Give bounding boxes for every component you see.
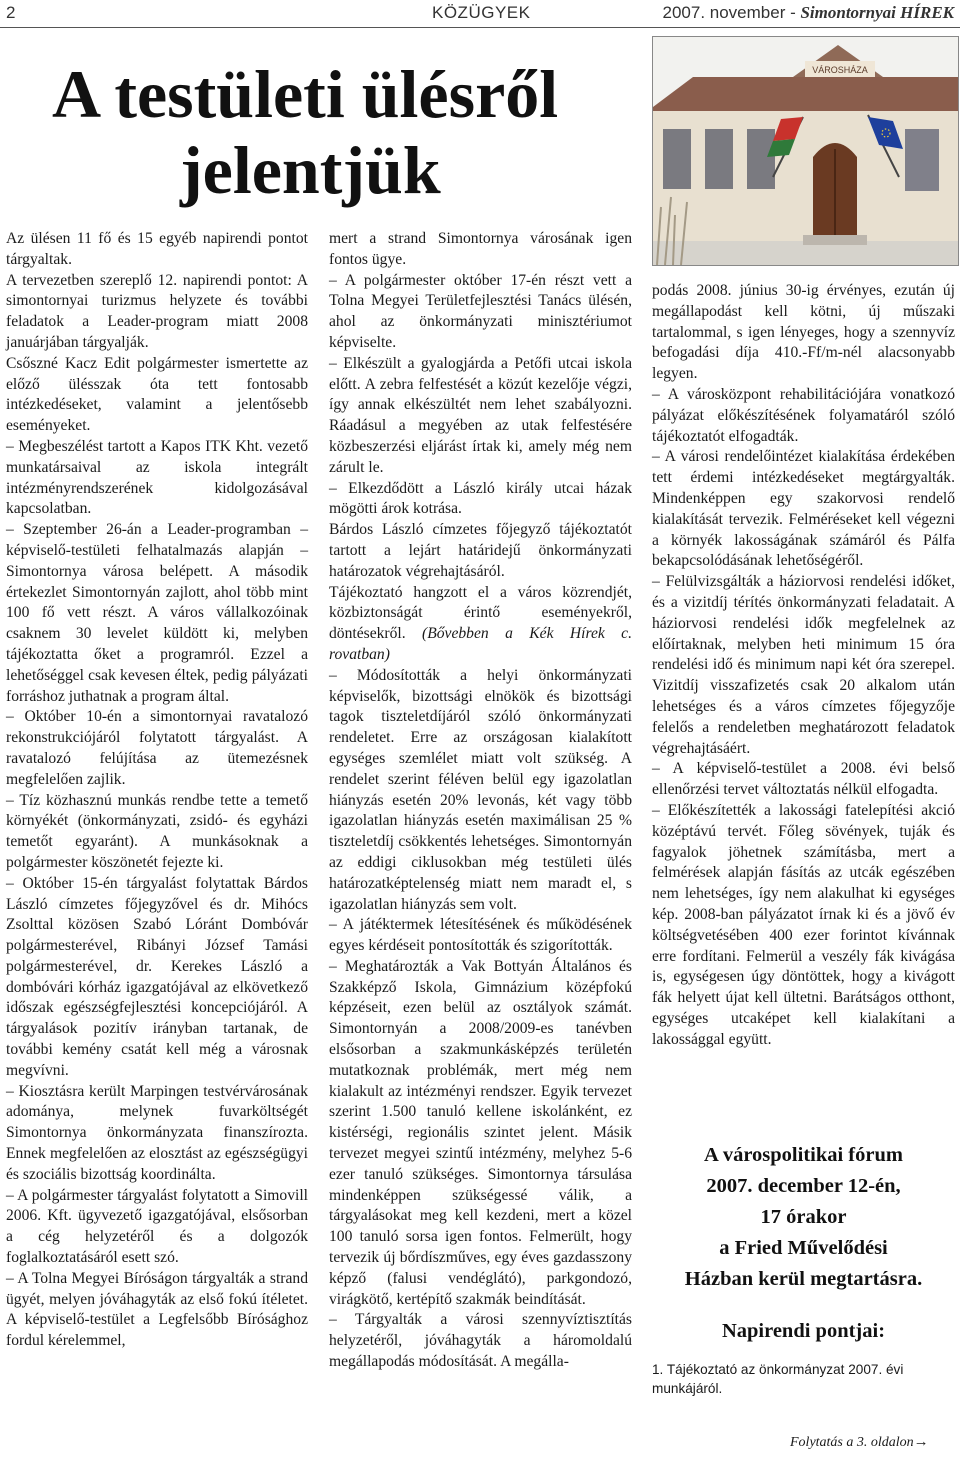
paragraph: – Elkezdődött a László király utcai házak mögötti árok kotrása. [329, 479, 632, 518]
masthead: Simontornyai HÍREK [800, 3, 954, 22]
forum-line: 17 órakor [760, 1206, 847, 1228]
paragraph: – Módosították a helyi önkormányzati képviselők, bizottsági elnökök és bizottsági tagok tiszteletdíjáról szóló önkormányzati rendeletet. Erre az országosan kialakított egységes szemlélet miatt volt szükség. A rendelet szerint féléven belül egy igazolatlan hiányzás esetén 20% levonás, két vagy több igazolatlan hiányzás esetén maximálisan 25 % tiszteletdíj csökkentés lehetséges. Simontornyán az eddigi ciklusokban még testületi ülés határozatképtelenség miatt nem maradt el, s igazolatlan hiányzás sem volt. [329, 666, 632, 913]
issue-date-text: 2007. november - [662, 3, 801, 22]
paragraph: – A képviselő-testület a 2008. évi belső ellenőrzési tervet változtatás nélkül elfogadta. [652, 760, 955, 799]
paragraph: – Előkészítették a lakossági fatelepítési akció középtávú tervét. Főleg sövények, tuják és fagyalok jöhetnek számításba, mert a felmérések alapján fásítás az utcák egészében nem lehetséges, így nem alakulhat ki egységes kép. 2008-ban pályázatot írnak ki és a jövő év költségvetésében 400 ezer forintot kívánnak erre fordítani. Felmerül a veszély fák kivágása is, egységesen úgy döntöttek, hogy a kivágott fák helyett újat kell ültetni. Barátságos otthont, egységes utcaképet kell kialakítani a lakossággal együtt. [652, 801, 955, 1048]
header-rule [0, 27, 960, 28]
continue-text: Folytatás a 3. oldalon [790, 1435, 914, 1450]
agenda-item: 1. Tájékoztató az önkormányzat 2007. évi munkájáról. [652, 1362, 904, 1396]
paragraph: – Kiosztásra került Marpingen testvérvárosának adománya, melynek fuvarköltségét Simontornya önkormányzata finanszírozta. Ennek megfelelően az elosztást az egészségügyi és szociális bizottság koordinálta. [6, 1082, 308, 1183]
forum-announcement [652, 1140, 955, 1295]
paragraph: Bárdos László címzetes főjegyző tájékoztatót tartott a lejárt határidejű önkormányzati határozatok végrehajtásáról. [329, 521, 632, 580]
cross-reference: (Bővebben a Kék Hírek c. rovatban) [329, 625, 632, 663]
paragraph: – A polgármester tárgyalást folytatott a Simovill 2006. Kft. ügyvezető igazgatójával, elsősorban a cég helyzetéről és a dolgozók foglalkoztatásáról esett szó. [6, 1186, 308, 1267]
town-hall-photo [652, 36, 959, 266]
paragraph: Csőszné Kacz Edit polgármester ismertette az előző ülésszak óta tett fontosabb intézkedéseket, valamint a jelentősebb eseményeket. [6, 354, 308, 435]
paragraph: – Tíz közhasznú munkás rendbe tette a temető környékét (önkormányzati, zsidó- és egyházi temetőt egyaránt). A munkásoknak a polgármester köszönetét fejezte ki. [6, 791, 308, 871]
paragraph: – A városi rendelőintézet kialakítása érdekében tett érdemi intézkedéseket megtárgyalták. Mindenképpen egy szakorvosi rendelő kialakítását tervezik. Felméréseket kell végezni a környék lakosságának számáról és Pálfa bekapcsolódásának lehetőségéről. [652, 448, 955, 570]
paragraph: – Október 15-én tárgyalást folytattak Bárdos László címzetes főjegyzővel és dr. Mihócs Zsolttal közösen Szabó Lóránt Dombóvár polgármesterével, Ribányi József Tamási polgármesterével, dr. Kerekes László a dombóvári kórház igazgatójával az elkövetkező időszak egészségfejlesztési koncepciójáról. A tárgyalások pozitív irányban tartanak, de további kemény csatát kell még a városnak megvívni. [6, 874, 308, 1079]
sign-text: VÁROSHÁZA [812, 65, 868, 75]
paragraph: – A Tolna Megyei Bíróságon tárgyalták a strand ügyét, melyen jóváhagyták az első fokú ítéletet. A képviselő-testület a Legfelsőbb Bírósághoz fordul kérelemmel, [6, 1269, 308, 1350]
paragraph [329, 583, 632, 666]
headline-line-2: jelentjük [180, 132, 441, 208]
arrow-right-icon: → [913, 1434, 929, 1450]
forum-line: A várospolitikai fórum [704, 1144, 903, 1166]
paragraph: Az ülésen 11 fő és 15 egyéb napirendi pontot tárgyaltak. [6, 230, 308, 268]
paragraph: – A polgármester október 17-én részt vett a Tolna Megyei Területfejlesztési Tanács ülésén, ahol az önkormányzati minisztériumot képviselte. [329, 271, 632, 351]
page-number: 2 [6, 3, 16, 22]
paragraph: – Szeptember 26-án a Leader-programban – képviselő-testületi felhatalmazás alapján – Simontornya városa belépett. A második értekezlet Simontornyán zajlott, ahol több mint 100 fő vett részt. A város vállalkozóinak csaknem 30 levelet küldött ki, melyben tájékoztatta őket a programról. Ezzel a lehetőséggel csak kevesen éltek, pedig pályázati forráshoz juthatnak a program által. [6, 521, 308, 705]
paragraph: – Tárgyalták a városi szennyvíztisztítás helyzetéről, jóváhagyták a háromoldalú megállapodás módosítását. A megálla- [329, 1311, 632, 1371]
article-column-1 [6, 229, 308, 1352]
paragraph: – A városközpont rehabilitációjára vonatkozó pályázat előkészítésének folyamatáról szóló tájékoztatót elfogadták. [652, 385, 955, 445]
paragraph: – Október 10-én a simontornyai ravatalozó rekonstrukciójáról folytatott tárgyalást. A ravatalozó felújítása az ütemezésnek megfelelően zajlik. [6, 708, 308, 788]
paragraph: – Meghatározták a Vak Bottyán Általános és Szakképző Iskola, Gimnázium középfokú képzéseit, ezen belül az osztályok számát. Simontornyán a 2008/2009-es tanévben elsősorban a szakmunkásképzés területén mutatkoznak problémák, mert még nem kialakult az intézményi rendszer. Egyik tervezet szerint 1.500 tanuló kellene iskolánként, ez kistérségi, regionális szintet jelent. Másik tervezet megyei szintű intézmény, melyhez 5-6 ezer tanuló szükséges. Simontornya társulása mindenképpen szükségessé válik, a tárgyalásokat meg kell kezdeni, mert a közel 100 tanuló sorsa igen fontos. Felmerült, hogy tervezik új bőrdíszműves, egy éves gazdasszony képző (falusi vendéglátó), parkgondozó, virágkötő, kertépítő szakmák beindítását. [329, 957, 632, 1308]
agenda-heading: Napirendi pontjai: [721, 1320, 886, 1342]
article-column-2 [329, 229, 632, 1373]
section-label: KÖZÜGYEK [432, 3, 531, 22]
paragraph: – Felülvizsgálták a háziorvosi rendelési időket, és a vizitdíj térítés önkormányzati feladatait. A háziorvosi rendelési idők megfelelnek az előírtaknak, melyben heti minimum 15 óra rendelési idő és minimum napi két óra szerepel. Vizitdíj visszafizetés csak 20 alkalom után lehetséges és a város címzetes főjegyzője felelős a rendeletben meghatározott feladatok végrehajtásáért. [652, 573, 955, 757]
continue-note [790, 1434, 956, 1451]
headline-line-1: A testületi ülésről [52, 56, 559, 132]
paragraph-text: Tájékoztató hangzott el a város közrendjét, közbiztonságát érintő eseményekről, döntésekről. [329, 583, 632, 643]
paragraph: – Elkészült a gyalogjárda a Petőfi utcai iskola előtt. A zebra felfestését a közút kezelője végzi, így annak elkészültét nem lehet szabályozni. Ráadásul a megyében az utak felfestésére közbeszerzési eljárást írtak ki, amely még nem zárult le. [329, 354, 632, 476]
paragraph: podás 2008. június 30-ig érvényes, ezután új megállapodást kell kötni, új műszaki tartalommal, s igen lényeges, hogy a szennyvíz befogadási díja 410.-Ff/m-nél alacsonyabb legyen. [652, 282, 955, 383]
forum-line: a Fried Művelődési [719, 1237, 888, 1259]
paragraph: – Megbeszélést tartott a Kapos ITK Kht. vezető munkatársaival az iskola integrált intézményrendszerének kidolgozásával kapcsolatban. [6, 437, 308, 518]
forum-line: Házban kerül megtartásra. [684, 1268, 923, 1290]
article-column-3 [652, 281, 955, 1050]
article-headline [30, 56, 630, 208]
paragraph: – A játéktermek létesítésének és működésének egyes kérdéseit pontosították és szigorították. [329, 916, 632, 955]
paragraph: mert a strand Simontornya városának igen fontos ügye. [329, 230, 632, 268]
page-header [0, 0, 960, 28]
town-hall-illustration [653, 37, 958, 265]
paragraph: A tervezetben szereplő 12. napirendi pontot: A simontornyai turizmus helyzete és további feladatok a Leader-program miatt 2008 januárjában tárgyalják. [6, 271, 308, 351]
forum-line: 2007. december 12-én, [706, 1175, 901, 1197]
issue-date [663, 3, 955, 23]
